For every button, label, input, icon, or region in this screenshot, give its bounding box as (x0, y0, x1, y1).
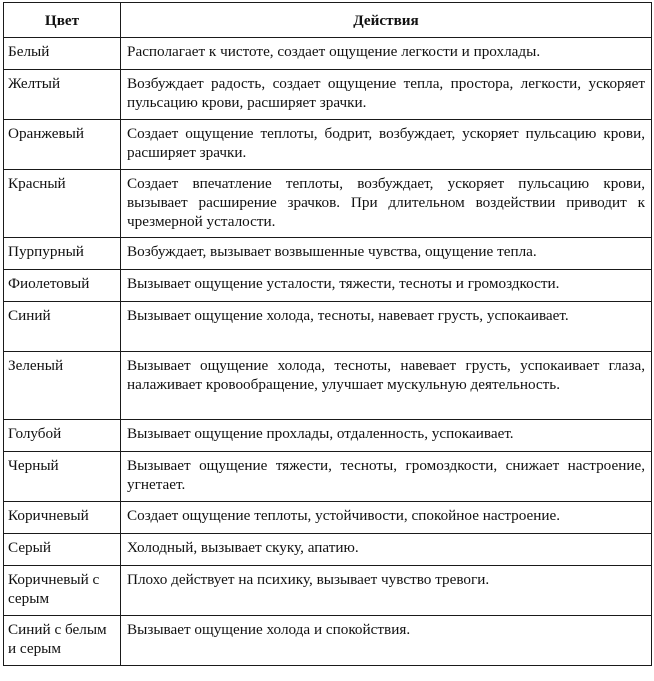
color-name-cell (4, 70, 121, 120)
action-cell (121, 120, 652, 170)
action-text: Возбуждает, вызывает возвышенные чувства, ощущение тепла. (127, 243, 537, 260)
header-color: Цвет (4, 3, 121, 38)
action-cell (121, 420, 652, 452)
action-cell (121, 302, 652, 352)
color-name: Синий с белым и серым (8, 621, 107, 657)
header-actions: Действия (121, 3, 652, 38)
color-name-cell (4, 238, 121, 270)
table-header-row (4, 3, 652, 38)
color-name-cell (4, 616, 121, 666)
action-cell (121, 502, 652, 534)
color-name: Зеленый (8, 357, 64, 374)
color-name-cell (4, 270, 121, 302)
color-name-cell (4, 452, 121, 502)
action-text: Холодный, вызывает скуку, апатию. (127, 539, 359, 556)
action-cell (121, 170, 652, 238)
table-row (4, 270, 652, 302)
color-name: Черный (8, 457, 59, 474)
action-text: Создает впечатление теплоты, возбуждает, ускоряет пульсацию крови, вызывает расширение зрачков. При длительном воздействии приводит к чрезмерной усталости. (127, 175, 645, 230)
table-row (4, 616, 652, 666)
color-name: Оранжевый (8, 125, 84, 142)
color-name-cell (4, 302, 121, 352)
color-name: Коричневый (8, 507, 89, 524)
table-row (4, 120, 652, 170)
action-text: Создает ощущение теплоты, бодрит, возбуждает, ускоряет пульсацию крови, расширяет зрачки. (127, 125, 645, 161)
action-cell (121, 616, 652, 666)
color-name: Серый (8, 539, 51, 556)
action-cell (121, 38, 652, 70)
action-text: Вызывает ощущение холода, тесноты, навевает грусть, успокаивает глаза, налаживает кровообращение, улучшает мускульную деятельность. (127, 357, 645, 393)
color-name: Белый (8, 43, 50, 60)
action-cell (121, 238, 652, 270)
action-text: Возбуждает радость, создает ощущение тепла, простора, легкости, ускоряет пульсацию крови, расширяет зрачки. (127, 75, 645, 111)
table-row (4, 38, 652, 70)
table-row (4, 452, 652, 502)
action-text: Плохо действует на психику, вызывает чувство тревоги. (127, 571, 490, 588)
table-row (4, 302, 652, 352)
action-text: Вызывает ощущение усталости, тяжести, тесноты и громоздкости. (127, 275, 560, 292)
action-cell (121, 566, 652, 616)
color-name: Синий (8, 307, 51, 324)
color-effects-table (3, 2, 652, 666)
color-name: Красный (8, 175, 66, 192)
color-name-cell (4, 170, 121, 238)
action-text: Вызывает ощущение холода и спокойствия. (127, 621, 411, 638)
table-row (4, 170, 652, 238)
color-name: Пурпурный (8, 243, 84, 260)
color-effects-table-container (3, 2, 651, 666)
color-name: Желтый (8, 75, 61, 92)
color-name-cell (4, 420, 121, 452)
color-name-cell (4, 352, 121, 420)
action-cell (121, 534, 652, 566)
action-cell (121, 70, 652, 120)
table-row (4, 238, 652, 270)
color-name: Фиолетовый (8, 275, 90, 292)
color-name-cell (4, 502, 121, 534)
action-text: Располагает к чистоте, создает ощущение легкости и прохлады. (127, 43, 541, 60)
table-row (4, 566, 652, 616)
color-name: Голубой (8, 425, 62, 442)
action-text: Вызывает ощущение тяжести, тесноты, громоздкости, снижает настроение, угнетает. (127, 457, 645, 493)
color-name-cell (4, 566, 121, 616)
table-row (4, 70, 652, 120)
color-name: Коричневый с серым (8, 571, 100, 607)
color-name-cell (4, 38, 121, 70)
table-row (4, 420, 652, 452)
action-text: Создает ощущение теплоты, устойчивости, спокойное настроение. (127, 507, 561, 524)
action-text: Вызывает ощущение холода, тесноты, навевает грусть, успокаивает. (127, 307, 569, 324)
table-row (4, 534, 652, 566)
action-text: Вызывает ощущение прохлады, отдаленность, успокаивает. (127, 425, 514, 442)
action-cell (121, 452, 652, 502)
color-name-cell (4, 120, 121, 170)
table-row (4, 502, 652, 534)
action-cell (121, 352, 652, 420)
action-cell (121, 270, 652, 302)
color-name-cell (4, 534, 121, 566)
table-row (4, 352, 652, 420)
